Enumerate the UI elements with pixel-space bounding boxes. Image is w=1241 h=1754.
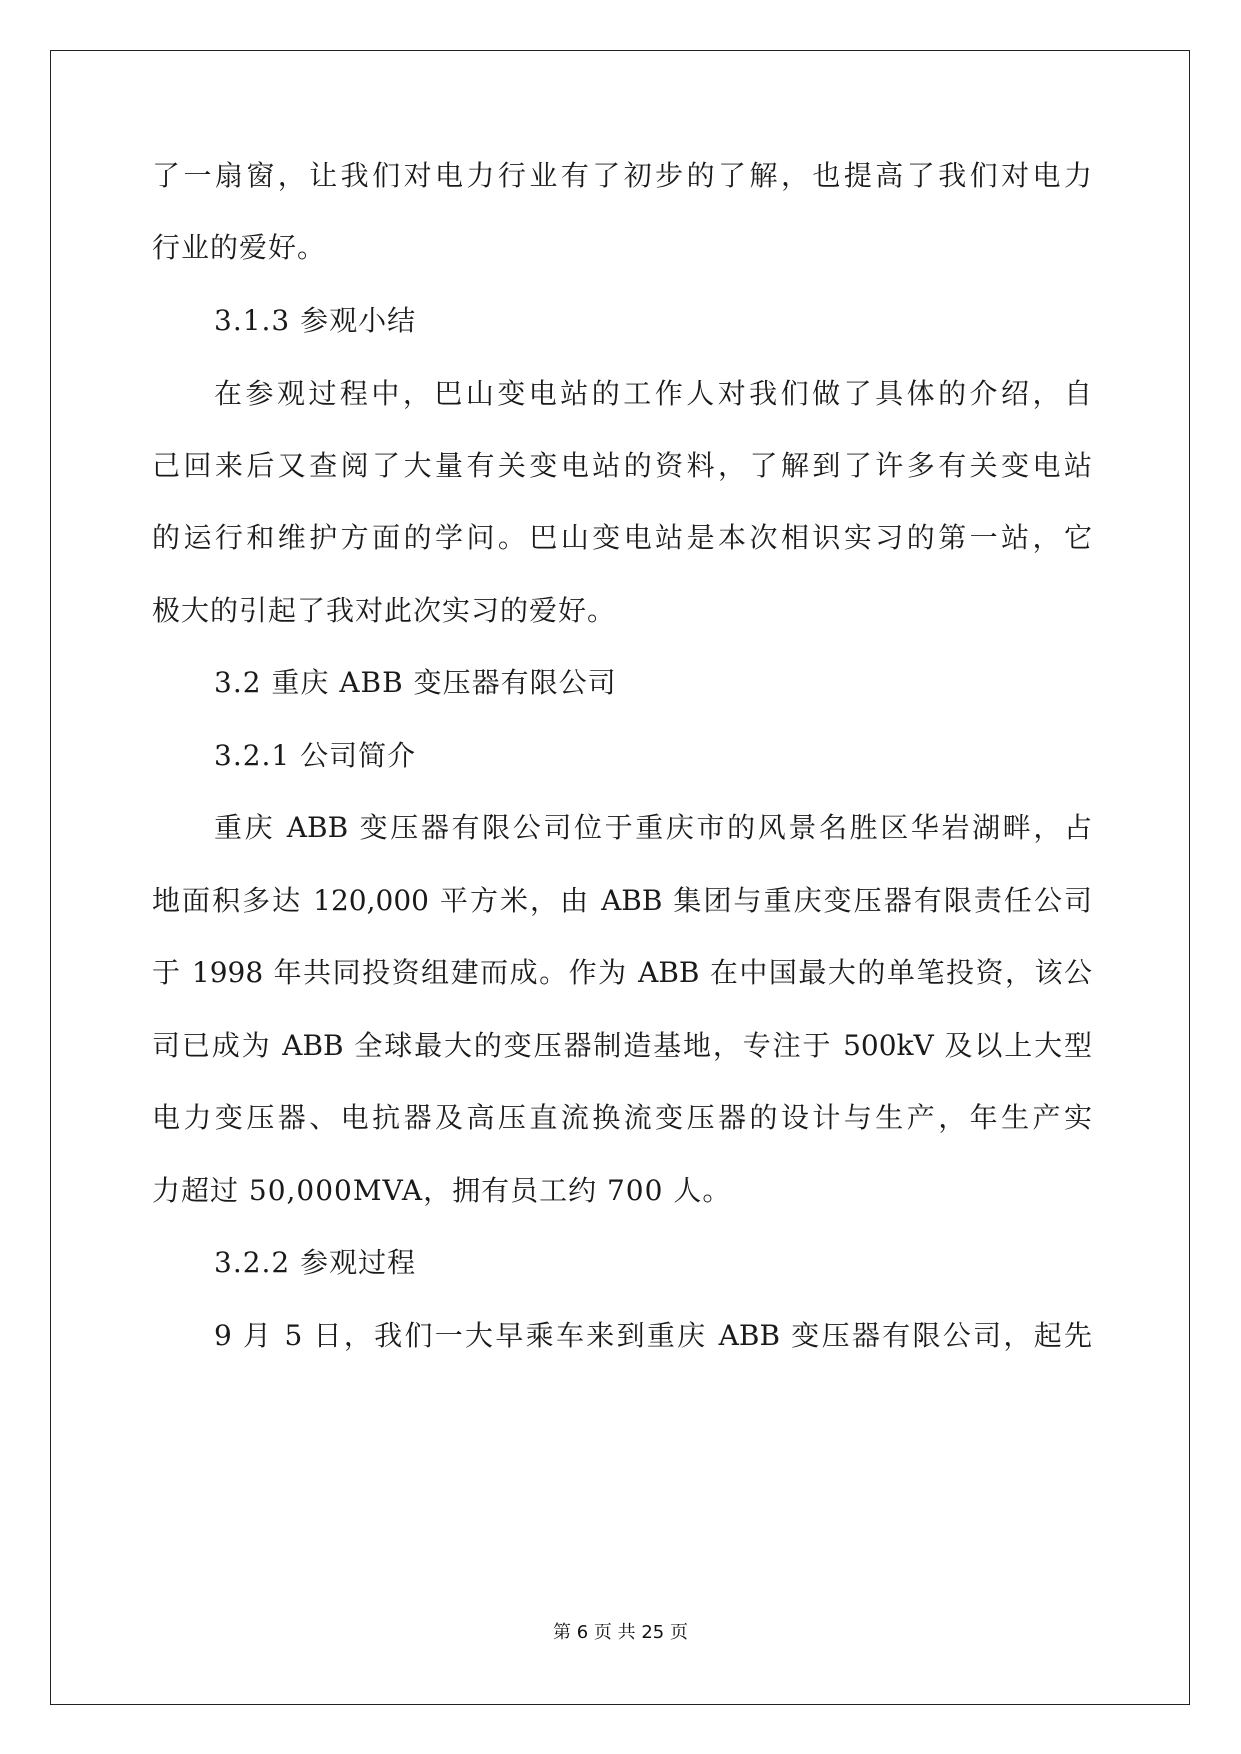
paragraph-line: 9 月 5 日，我们一大早乘车来到重庆 ABB 变压器有限公司，起先 [214,1319,1092,1352]
section-heading: 3.2.1 公司简介 [214,739,417,772]
paragraph-line: 电力变压器、电抗器及高压直流换流变压器的设计与生产，年生产实 [152,1101,1092,1134]
paragraph-line: 重庆 ABB 变压器有限公司位于重庆市的风景名胜区华岩湖畔，占 [214,811,1092,844]
paragraph-line: 了一扇窗，让我们对电力行业有了初步的了解，也提高了我们对电力 [152,159,1092,192]
section-heading: 3.1.3 参观小结 [214,304,417,337]
paragraph-line: 司已成为 ABB 全球最大的变压器制造基地，专注于 500kV 及以上大型 [152,1029,1092,1062]
paragraph-line: 的运行和维护方面的学问。巴山变电站是本次相识实习的第一站，它 [152,521,1092,554]
paragraph-line: 在参观过程中，巴山变电站的工作人对我们做了具体的介绍，自 [214,377,1092,410]
paragraph-line: 己回来后又查阅了大量有关变电站的资料，了解到了许多有关变电站 [152,449,1092,482]
paragraph-line: 地面积多达 120,000 平方米，由 ABB 集团与重庆变压器有限责任公司 [152,884,1092,917]
paragraph-line: 行业的爱好。 [152,231,327,264]
paragraph-line: 极大的引起了我对此次实习的爱好。 [152,594,617,627]
page-number-footer: 第 6 页 共 25 页 [553,1622,688,1643]
page-border [50,50,1190,1705]
paragraph-line: 于 1998 年共同投资组建而成。作为 ABB 在中国最大的单笔投资，该公 [152,956,1092,989]
section-heading: 3.2.2 参观过程 [214,1246,417,1279]
paragraph-line: 力超过 50,000MVA，拥有员工约 700 人。 [152,1174,732,1207]
section-heading: 3.2 重庆 ABB 变压器有限公司 [214,666,617,699]
